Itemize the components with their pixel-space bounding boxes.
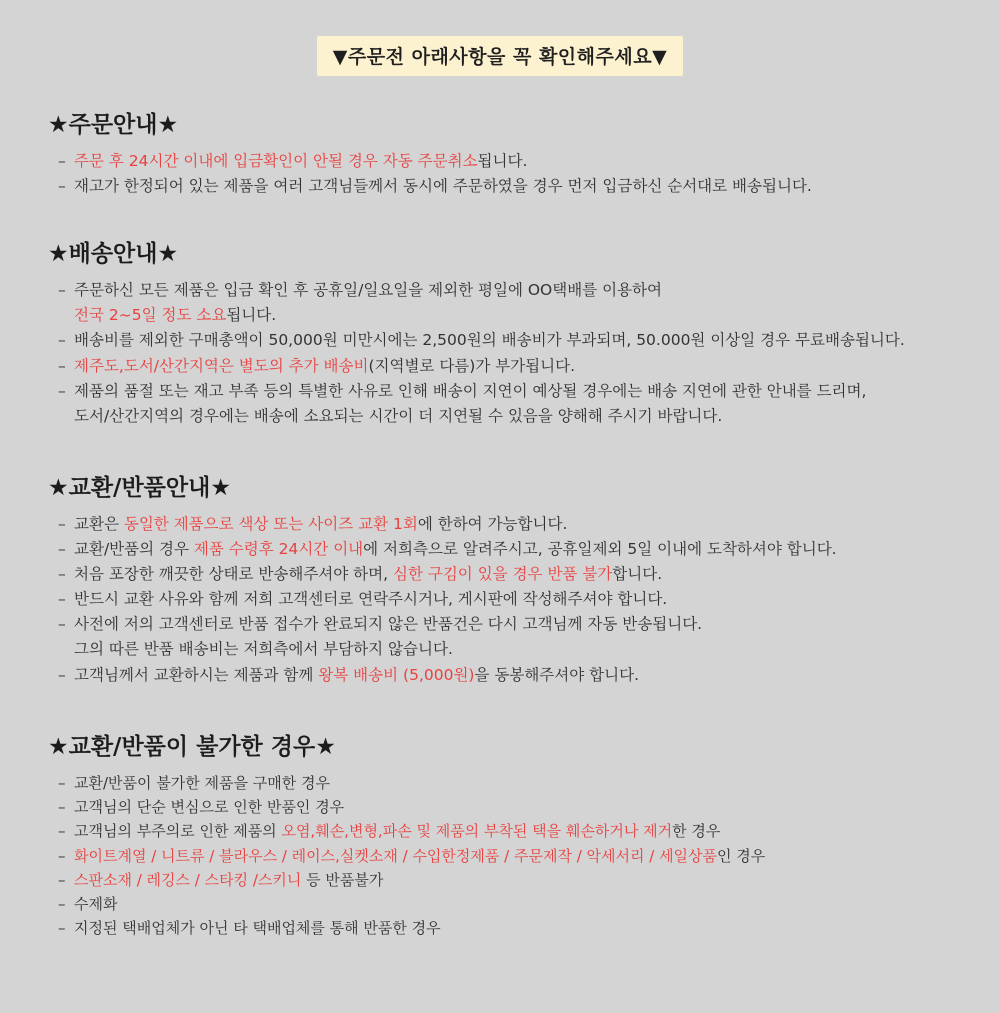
body-text: 주문하신 모든 제품은 입금 확인 후 공휴일/일요일을 제외한 평일에 OO택배를 이용하여	[74, 281, 662, 300]
section-exchange-return-info	[30, 469, 970, 688]
highlight-text: 제주도,도서/산간지역은 별도의 추가 배송비	[74, 356, 369, 375]
body-text: 에 저희측으로 알려주시고, 공휴일제외 5일 이내에 도착하셔야 합니다.	[363, 539, 837, 558]
notice-line	[58, 328, 970, 353]
body-text: 을 동봉해주셔야 합니다.	[474, 665, 639, 684]
bullet-dash-icon: –	[58, 919, 66, 938]
notice-line	[58, 278, 970, 303]
notice-subline	[58, 404, 970, 429]
notice-line	[58, 537, 970, 562]
body-text: 합니다.	[612, 565, 663, 584]
bullet-dash-icon: –	[58, 895, 66, 914]
section-title: ★주문안내★	[48, 112, 179, 138]
section-title: ★교환/반품이 불가한 경우★	[48, 733, 336, 760]
bullet-dash-icon: –	[58, 615, 66, 634]
bullet-dash-icon: –	[58, 381, 66, 400]
body-text: 배송비를 제외한 구매총액이 50,000원 미만시에는 2,500원의 배송비가 부과되며, 50.000원 이상일 경우 무료배송됩니다.	[74, 331, 905, 350]
section-non-returnable-cases	[30, 728, 970, 941]
notice-line	[58, 512, 970, 537]
notice-line	[58, 612, 970, 637]
notice-line	[58, 663, 970, 688]
body-text: 제품의 품절 또는 재고 부족 등의 특별한 사유로 인해 배송이 지연이 예상될 경우에는 배송 지연에 관한 안내를 드리며,	[74, 381, 867, 400]
section-lines	[30, 149, 970, 199]
body-text: 고객님께서 교환하시는 제품과 함께	[74, 665, 319, 684]
body-text: 교환/반품이 불가한 제품을 구매한 경우	[74, 773, 330, 792]
notice-line	[58, 562, 970, 587]
body-text: 도서/산간지역의 경우에는 배송에 소요되는 시간이 더 지연될 수 있음을 양해해 주시기 바랍니다.	[74, 406, 723, 425]
body-text: 고객님의 부주의로 인한 제품의	[74, 822, 282, 841]
highlight-text: 왕복 배송비 (5,000원)	[318, 665, 475, 684]
bullet-dash-icon: –	[58, 665, 66, 684]
highlight-text: 화이트계열 / 니트류 / 블라우스 / 레이스,실켓소재 / 수입한정제품 / 주문제작 / 악세서리 / 세일상품	[74, 846, 718, 865]
notice-line	[58, 174, 970, 199]
body-text: 처음 포장한 깨끗한 상태로 반송해주셔야 하며,	[74, 565, 393, 584]
highlight-text: 주문 후 24시간 이내에 입금확인이 안될 경우 자동 주문취소	[74, 152, 478, 170]
body-text: 됩니다.	[226, 306, 277, 325]
bullet-dash-icon: –	[58, 331, 66, 350]
body-text: 교환은	[74, 514, 124, 533]
notice-line	[58, 844, 970, 868]
notice-line	[58, 354, 970, 379]
body-text: 에 한하여 가능합니다.	[417, 514, 568, 533]
bullet-dash-icon: –	[58, 281, 66, 300]
body-text: 지정된 택배업체가 아닌 타 택배업체를 통해 반품한 경우	[74, 919, 441, 938]
body-text: 등 반품불가	[301, 870, 384, 889]
notice-line	[58, 892, 970, 916]
notice-line	[58, 916, 970, 940]
body-text: 됩니다.	[477, 152, 528, 170]
bullet-dash-icon: –	[58, 177, 66, 196]
bullet-dash-icon: –	[58, 152, 66, 170]
section-lines	[30, 278, 970, 429]
bullet-dash-icon: –	[58, 773, 66, 792]
highlight-text: 오염,훼손,변형,파손 및 제품의 부착된 택을 훼손하거나 제거	[281, 822, 673, 841]
notice-banner: ▼주문전 아래사항을 꼭 확인해주세요▼	[317, 36, 683, 76]
highlight-text: 스판소재 / 레깅스 / 스타킹 /스키니	[74, 870, 302, 889]
bullet-dash-icon: –	[58, 797, 66, 816]
highlight-text: 제품 수령후 24시간 이내	[193, 539, 364, 558]
body-text: 수제화	[74, 895, 118, 914]
notice-line	[58, 868, 970, 892]
bullet-dash-icon: –	[58, 539, 66, 558]
body-text: 사전에 저의 고객센터로 반품 접수가 완료되지 않은 반품건은 다시 고객님께 자동 반송됩니다.	[74, 615, 703, 634]
bullet-dash-icon: –	[58, 565, 66, 584]
notice-subline	[58, 303, 970, 328]
section-shipping-info	[30, 235, 970, 429]
body-text: 재고가 한정되어 있는 제품을 여러 고객님들께서 동시에 주문하였을 경우 먼저 입금하신 순서대로 배송됩니다.	[74, 177, 812, 196]
notice-line	[58, 771, 970, 795]
bullet-dash-icon: –	[58, 822, 66, 841]
section-order-info	[30, 106, 970, 199]
body-text: 그의 따른 반품 배송비는 저희측에서 부담하지 않습니다.	[74, 640, 453, 659]
highlight-text: 전국 2~5일 정도 소요	[74, 306, 227, 325]
banner-container	[30, 0, 970, 76]
notice-line	[58, 149, 970, 174]
notice-line	[58, 795, 970, 819]
body-text: 교환/반품의 경우	[74, 539, 194, 558]
body-text: 한 경우	[672, 822, 721, 841]
section-lines	[30, 512, 970, 688]
body-text: (지역별로 다름)가 부가됩니다.	[368, 356, 576, 375]
notice-line	[58, 819, 970, 843]
section-title: ★배송안내★	[48, 241, 179, 268]
bullet-dash-icon: –	[58, 870, 66, 889]
highlight-text: 동일한 제품으로 색상 또는 사이즈 교환 1회	[123, 514, 418, 533]
bullet-dash-icon: –	[58, 356, 66, 375]
section-lines	[30, 771, 970, 941]
section-title: ★교환/반품안내★	[48, 474, 231, 501]
bullet-dash-icon: –	[58, 846, 66, 865]
bullet-dash-icon: –	[58, 590, 66, 609]
notice-subline	[58, 637, 970, 662]
body-text: 반드시 교환 사유와 함께 저희 고객센터로 연락주시거나, 게시판에 작성해주셔야 합니다.	[74, 590, 668, 609]
notice-line	[58, 587, 970, 612]
highlight-text: 심한 구김이 있을 경우 반품 불가	[392, 565, 613, 584]
bullet-dash-icon: –	[58, 514, 66, 533]
notice-line	[58, 379, 970, 404]
body-text: 인 경우	[717, 846, 766, 865]
body-text: 고객님의 단순 변심으로 인한 반품인 경우	[74, 797, 345, 816]
